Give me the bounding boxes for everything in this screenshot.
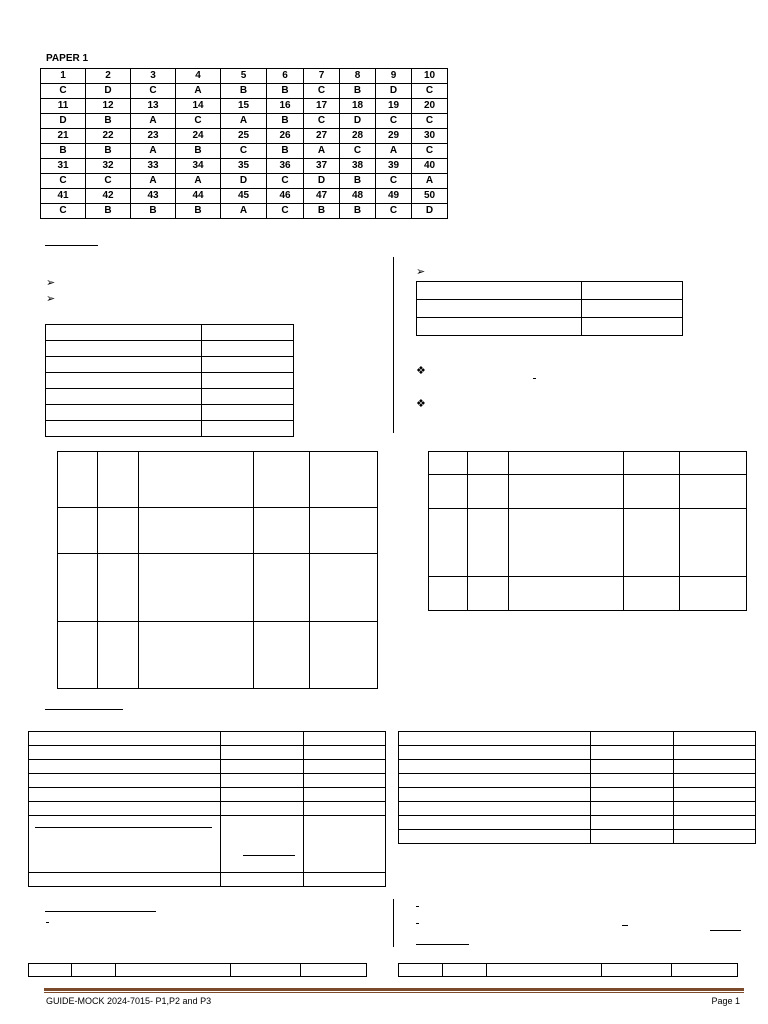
question-number-cell: 26 [267,129,304,144]
answer-cell: C [131,84,176,99]
dash-mark [622,925,628,926]
answer-cell: C [41,84,86,99]
answer-cell: D [376,84,412,99]
question-number-cell: 44 [176,189,221,204]
footer-document-code: GUIDE-MOCK 2024-7015- P1,P2 and P3 [46,996,212,1006]
blank-table-bottom-left [28,963,367,977]
question-number-cell: 11 [41,99,86,114]
question-number-cell: 13 [131,99,176,114]
paper-title: PAPER 1 [46,53,89,64]
fraction-line [35,827,212,828]
answer-cell: A [176,84,221,99]
answer-cell: B [340,84,376,99]
question-number-cell: 28 [340,129,376,144]
answer-cell: B [340,204,376,219]
section-heading-underline [45,709,123,710]
dash-mark [533,378,536,379]
diamond-bullet-icon: ❖ [416,397,426,410]
answer-cell: A [131,114,176,129]
question-number-cell: 46 [267,189,304,204]
question-number-cell: 8 [340,69,376,84]
answer-cell: C [340,144,376,159]
answer-cell: A [412,174,448,189]
question-number-cell: 1 [41,69,86,84]
answer-cell: C [176,114,221,129]
question-number-cell: 2 [86,69,131,84]
answer-cell: A [221,204,267,219]
question-number-cell: 35 [221,159,267,174]
column-divider [393,899,394,947]
answer-key-body [41,69,448,219]
question-number-cell: 14 [176,99,221,114]
answer-key-table [40,68,448,219]
answer-cell: A [304,144,340,159]
answer-cell: B [86,144,131,159]
blank-table-middle-right [428,451,747,611]
question-number-cell: 37 [304,159,340,174]
blank-table-left-upper [45,324,294,437]
answer-key-number-row [41,69,448,84]
answer-cell: B [221,84,267,99]
question-number-cell: 22 [86,129,131,144]
answer-cell: C [412,144,448,159]
question-number-cell: 21 [41,129,86,144]
question-number-cell: 24 [176,129,221,144]
dash-mark [416,906,419,907]
question-number-cell: 32 [86,159,131,174]
question-number-cell: 18 [340,99,376,114]
answer-cell: A [176,174,221,189]
answer-cell: C [304,84,340,99]
question-number-cell: 41 [41,189,86,204]
question-number-cell: 39 [376,159,412,174]
answer-cell: B [86,114,131,129]
diamond-bullet-icon: ❖ [416,364,426,377]
answer-cell: C [267,204,304,219]
answer-cell: C [86,174,131,189]
question-number-cell: 50 [412,189,448,204]
answer-cell: B [267,144,304,159]
question-number-cell: 5 [221,69,267,84]
section-heading-underline [45,245,98,246]
answer-cell: C [412,114,448,129]
answer-cell: D [304,174,340,189]
fraction-line [243,855,295,856]
question-number-cell: 43 [131,189,176,204]
answer-cell: C [304,114,340,129]
section-heading-underline [45,911,156,912]
answer-cell: C [267,174,304,189]
answer-cell: C [376,204,412,219]
answer-key-answer-row [41,144,448,159]
dash-mark [416,923,419,924]
question-number-cell: 45 [221,189,267,204]
footer-rule [44,992,744,993]
question-number-cell: 17 [304,99,340,114]
answer-cell: A [376,144,412,159]
blank-table-middle-left [57,451,378,689]
answer-key-number-row [41,189,448,204]
answer-cell: B [267,84,304,99]
answer-key-number-row [41,159,448,174]
answer-cell: B [131,204,176,219]
question-number-cell: 3 [131,69,176,84]
answer-cell: B [86,204,131,219]
question-number-cell: 19 [376,99,412,114]
dash-mark [46,922,49,923]
question-number-cell: 36 [267,159,304,174]
answer-cell: A [131,144,176,159]
question-number-cell: 47 [304,189,340,204]
answer-cell: B [304,204,340,219]
answer-key-answer-row [41,84,448,99]
blank-table-lower-right [398,731,756,844]
question-number-cell: 38 [340,159,376,174]
answer-cell: B [340,174,376,189]
arrow-bullet-icon: ➢ [46,292,56,305]
footer-rule [44,988,744,991]
answer-cell: A [221,114,267,129]
question-number-cell: 12 [86,99,131,114]
question-number-cell: 9 [376,69,412,84]
question-number-cell: 23 [131,129,176,144]
answer-cell: B [267,114,304,129]
question-number-cell: 20 [412,99,448,114]
answer-cell: D [412,204,448,219]
question-number-cell: 10 [412,69,448,84]
answer-key-answer-row [41,114,448,129]
answer-cell: C [376,114,412,129]
question-number-cell: 25 [221,129,267,144]
arrow-bullet-icon: ➢ [46,276,56,289]
answer-cell: D [41,114,86,129]
question-number-cell: 6 [267,69,304,84]
answer-cell: A [131,174,176,189]
question-number-cell: 15 [221,99,267,114]
question-number-cell: 49 [376,189,412,204]
question-number-cell: 30 [412,129,448,144]
question-number-cell: 33 [131,159,176,174]
blank-table-lower-left [28,731,386,887]
answer-cell: B [41,144,86,159]
column-divider [393,257,394,433]
answer-cell: D [340,114,376,129]
question-number-cell: 27 [304,129,340,144]
question-number-cell: 48 [340,189,376,204]
answer-cell: C [221,144,267,159]
answer-cell: C [41,174,86,189]
answer-key-number-row [41,129,448,144]
question-number-cell: 29 [376,129,412,144]
question-number-cell: 42 [86,189,131,204]
blank-table-right-upper [416,281,683,336]
fraction-line [416,944,469,945]
blank-table-bottom-right [398,963,738,977]
question-number-cell: 40 [412,159,448,174]
fraction-line [710,930,741,931]
footer-page-number: Page 1 [711,996,740,1006]
answer-key-number-row [41,99,448,114]
answer-cell: B [176,144,221,159]
answer-cell: C [412,84,448,99]
question-number-cell: 31 [41,159,86,174]
answer-cell: C [376,174,412,189]
question-number-cell: 4 [176,69,221,84]
answer-cell: D [86,84,131,99]
answer-key-answer-row [41,174,448,189]
question-number-cell: 7 [304,69,340,84]
question-number-cell: 34 [176,159,221,174]
question-number-cell: 16 [267,99,304,114]
answer-cell: B [176,204,221,219]
answer-key-answer-row [41,204,448,219]
answer-cell: C [41,204,86,219]
answer-cell: D [221,174,267,189]
arrow-bullet-icon: ➢ [416,265,426,278]
